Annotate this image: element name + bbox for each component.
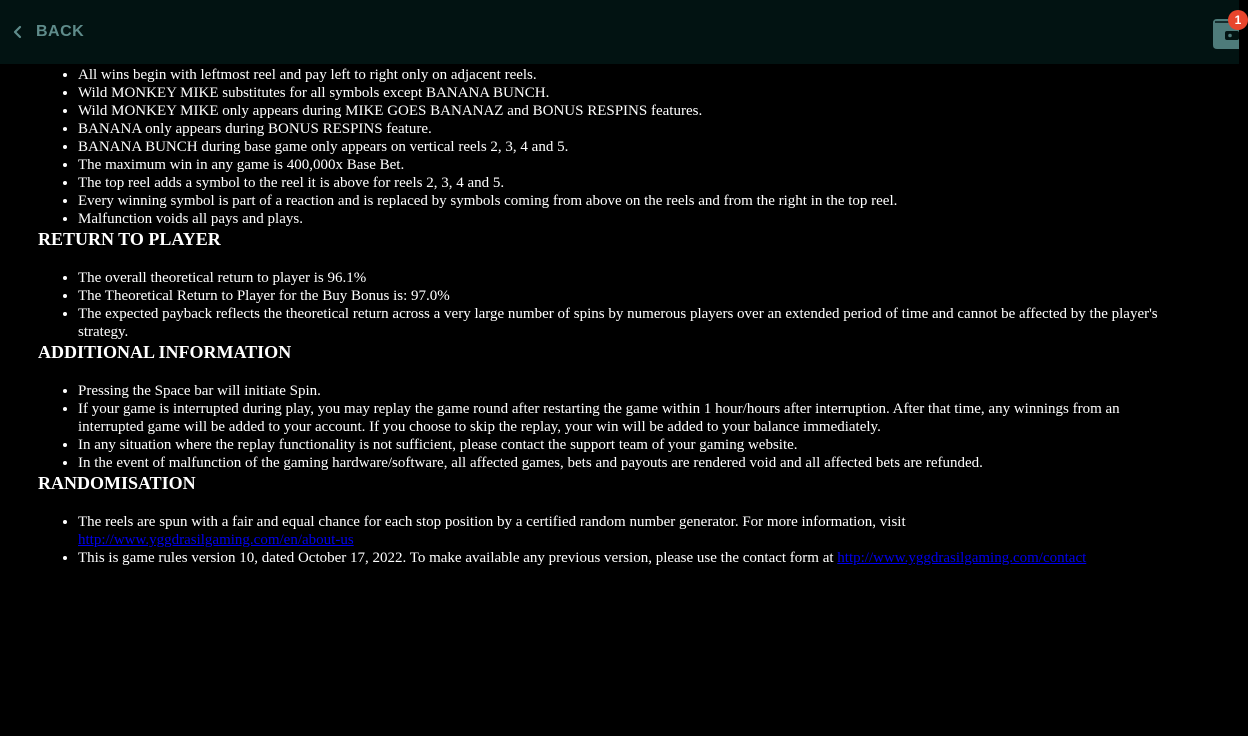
randomisation-heading: RANDOMISATION [38,473,196,493]
chevron-left-icon [10,24,26,40]
list-item-text: The reels are spun with a fair and equal chance for each stop position by a certified random number generator. For more information, visit [78,514,906,530]
rules-content[interactable] [0,56,1239,736]
list-item: • Every winning symbol is part of a reaction and is replaced by symbols coming from above on the reels and from the right in the top reel. [78,192,1159,210]
list-item: • All wins begin with leftmost reel and pay left to right only on adjacent reels. [78,66,1159,84]
list-item: • Malfunction voids all pays and plays. [78,210,1159,228]
back-button[interactable] [10,18,84,46]
list-item: • The expected payback reflects the theoretical return across a very large number of spins by numerous players over an extended period of time and cannot be affected by the player's strategy. [78,305,1159,341]
rtp-heading: RETURN TO PLAYER [38,229,221,249]
list-item: • In the event of malfunction of the gaming hardware/software, all affected games, bets and payouts are rendered void and all affected bets are refunded. [78,454,1159,472]
list-item: • The overall theoretical return to player is 96.1% [78,269,1159,287]
list-item: • BANANA BUNCH during base game only appears on vertical reels 2, 3, 4 and 5. [78,138,1159,156]
list-item: • In any situation where the replay functionality is not sufficient, please contact the support team of your gaming website. [78,436,1159,454]
notification-badge: 1 [1228,10,1248,30]
list-item: • The top reel adds a symbol to the reel it is above for reels 2, 3, 4 and 5. [78,174,1159,192]
back-label: BACK [36,23,85,40]
list-item-text: This is game rules version 10, dated October 17, 2022. To make available any previous version, please use the contact form at [78,550,834,566]
list-item [78,513,1159,549]
randomisation-list [38,513,1159,567]
list-item: • BANANA only appears during BONUS RESPINS feature. [78,120,1159,138]
list-item: • Wild MONKEY MIKE substitutes for all symbols except BANANA BUNCH. [78,84,1159,102]
general-rules-list [38,66,1159,228]
list-item: • If your game is interrupted during play, you may replay the game round after restarting the game within 1 hour/hours after interruption. After that time, any winnings from an interrupted game will be added to your account. If you choose to skip the replay, your win will be added to your balance immediately. [78,400,1159,436]
list-item: • Pressing the Space bar will initiate Spin. [78,382,1159,400]
list-item [78,549,1159,567]
rtp-list [38,269,1159,341]
list-item: • Wild MONKEY MIKE only appears during MIKE GOES BANANAZ and BONUS RESPINS features. [78,102,1159,120]
contact-link[interactable]: http://www.yggdrasilgaming.com/contact [837,550,1087,566]
about-us-link[interactable]: http://www.yggdrasilgaming.com/en/about-us [78,532,354,548]
additional-info-heading: ADDITIONAL INFORMATION [38,342,292,362]
additional-info-list [38,382,1159,472]
list-item: • The Theoretical Return to Player for the Buy Bonus is: 97.0% [78,287,1159,305]
top-bar [0,0,1242,64]
list-item: • The maximum win in any game is 400,000x Base Bet. [78,156,1159,174]
